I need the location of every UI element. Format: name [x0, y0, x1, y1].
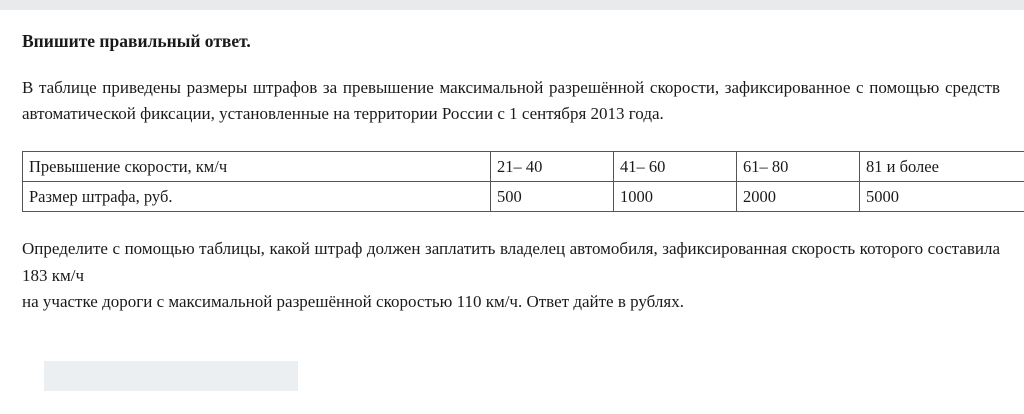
table-row [23, 182, 1024, 212]
question-line-1: Определите с помощью таблицы, какой штраф должен заплатить владелец автомобиля, зафиксированная скорость которого составила 183 км/ч [22, 239, 1000, 285]
table-cell: 1000 [614, 182, 737, 212]
table-row-label: Размер штрафа, руб. [23, 182, 491, 212]
fines-table [22, 151, 1024, 212]
task-title: Впишите правильный ответ. [22, 31, 251, 51]
table-cell: 500 [491, 182, 614, 212]
answer-input[interactable] [44, 361, 298, 391]
table-cell: 21– 40 [491, 152, 614, 182]
fines-table-wrapper [22, 151, 1000, 212]
table-cell: 41– 60 [614, 152, 737, 182]
table-cell: 5000 [860, 182, 1024, 212]
table-row [23, 152, 1024, 182]
task-intro-text: В таблице приведены размеры штрафов за превышение максимальной разрешённой скорости, зафиксированное с помощью средств автоматической фиксации, установленные на территории России с 1 сентября 2013 года. [22, 77, 1000, 124]
table-cell: 81 и более [860, 152, 1024, 182]
table-cell: 2000 [737, 182, 860, 212]
document-page [0, 30, 1024, 391]
table-cell: 61– 80 [737, 152, 860, 182]
question-text [22, 236, 1000, 315]
question-line-2: на участке дороги с максимальной разрешённой скоростью 110 км/ч. Ответ дайте в рублях. [22, 292, 684, 312]
table-row-label: Превышение скорости, км/ч [23, 152, 491, 182]
top-strip [0, 0, 1024, 10]
